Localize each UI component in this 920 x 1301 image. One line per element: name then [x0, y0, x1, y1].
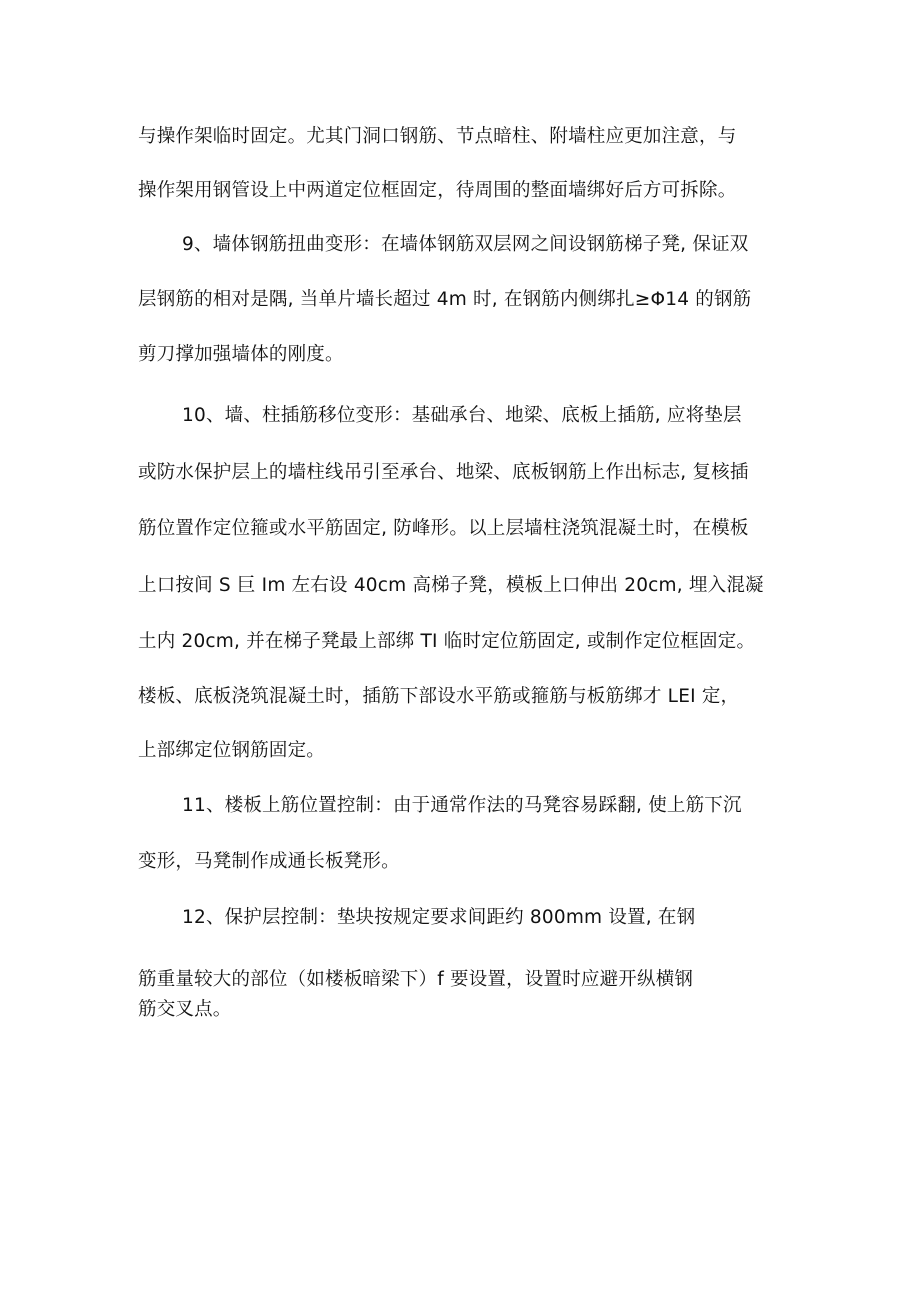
text-line: 与操作架临时固定。尤其门洞口钢筋、节点暗柱、附墙柱应更加注意，与 — [138, 126, 737, 147]
paragraph-11-heading: 11、楼板上筋位置控制：由于通常作法的马凳容易踩翻, 使上筋下沉 — [182, 795, 742, 816]
text-line: 楼板、底板浇筑混凝土时，插筋下部设水平筋或箍筋与板筋绑才 LEI 定， — [138, 686, 740, 707]
text-line: 上部绑定位钢筋固定。 — [138, 740, 326, 761]
text-line: 筋重量较大的部位（如楼板暗梁下）f 要设置，设置时应避开纵横钢 — [138, 969, 694, 990]
paragraph-9-heading: 9、墙体钢筋扭曲变形：在墙体钢筋双层网之间设钢筋梯子凳, 保证双 — [182, 234, 749, 255]
text-line: 筋位置作定位箍或水平筋固定, 防峰形。以上层墙柱浇筑混凝土时，在模板 — [138, 518, 749, 539]
text-line: 操作架用钢管设上中两道定位框固定，待周围的整面墙绑好后方可拆除。 — [138, 180, 737, 201]
paragraph-12-heading: 12、保护层控制：垫块按规定要求间距约 800mm 设置, 在钢 — [182, 907, 696, 928]
text-line: 剪刀撑加强墙体的刚度。 — [138, 344, 344, 365]
text-line: 上口按间 S 巨 Im 左右设 40cm 高梯子凳，模板上口伸出 20cm, 埋入混凝 — [138, 575, 764, 596]
paragraph-10-heading: 10、墙、柱插筋移位变形：基础承台、地梁、底板上插筋, 应将垫层 — [182, 405, 742, 426]
text-line: 变形，马凳制作成通长板凳形。 — [138, 851, 400, 872]
text-line: 或防水保护层上的墙柱线吊引至承台、地梁、底板钢筋上作出标志, 复核插 — [138, 462, 749, 483]
text-line: 层钢筋的相对是隅, 当单片墙长超过 4m 时, 在钢筋内侧绑扎≥Φ14 的钢筋 — [138, 289, 752, 310]
text-line: 土内 20cm, 并在梯子凳最上部绑 TI 临时定位筋固定, 或制作定位框固定。 — [138, 631, 756, 652]
text-line: 筋交叉点。 — [138, 999, 232, 1020]
